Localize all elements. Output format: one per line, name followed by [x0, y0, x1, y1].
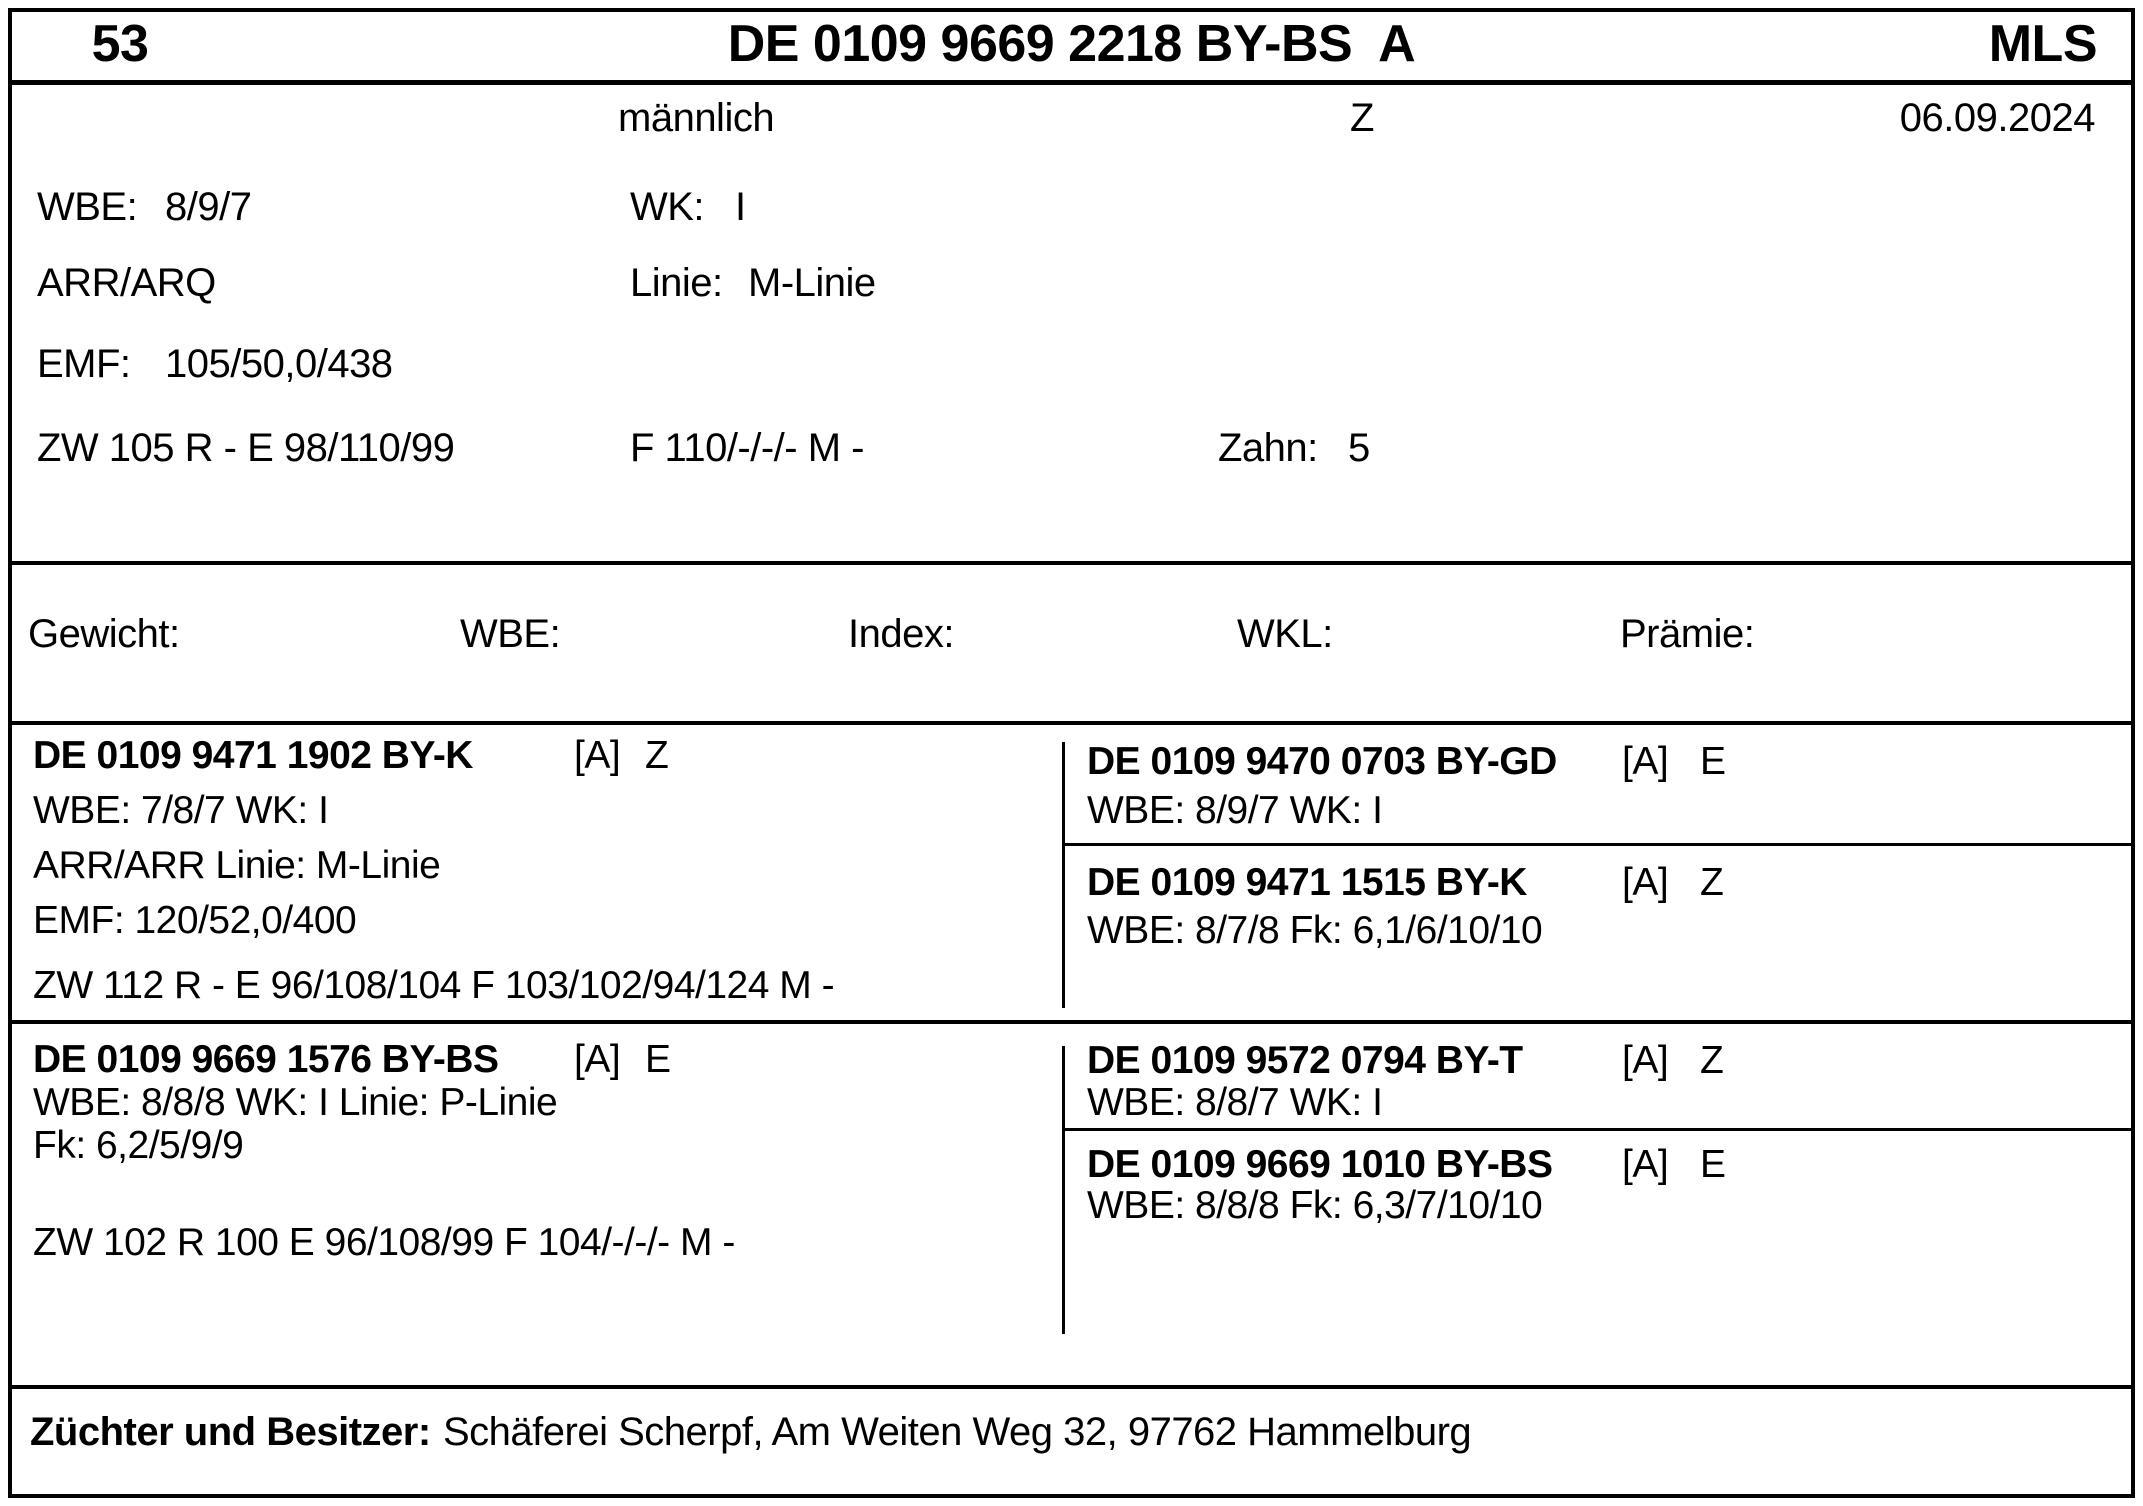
dam-dam-code: E [1700, 1143, 1726, 1186]
dam-sire-id: DE 0109 9572 0794 BY-T [1087, 1039, 1523, 1082]
zahn-label: Zahn: [1218, 426, 1318, 470]
dam-dam-line: WBE: 8/8/8 Fk: 6,3/7/10/10 [1087, 1184, 1543, 1227]
sex-value: männlich [618, 96, 775, 140]
category-value: Z [1350, 96, 1374, 140]
sire-dam-id: DE 0109 9471 1515 BY-K [1087, 861, 1527, 904]
zw-values: ZW 105 R - E 98/110/99 [37, 426, 455, 470]
sire-id: DE 0109 9471 1902 BY-K [33, 734, 473, 777]
praemie-label: Prämie: [1620, 612, 1755, 656]
sire-line: WBE: 7/8/7 WK: I [33, 789, 329, 832]
pedigree-row-divider [8, 1020, 2135, 1024]
gewicht-label: Gewicht: [28, 612, 180, 656]
dam-id: DE 0109 9669 1576 BY-BS [33, 1038, 499, 1081]
genotype-value: ARR/ARQ [37, 261, 216, 305]
linie-label: Linie: [630, 261, 723, 305]
sire-line: EMF: 120/52,0/400 [33, 899, 357, 942]
assessment-bottom-divider [8, 721, 2135, 725]
sire-dam-code: Z [1700, 861, 1724, 904]
breeder-owner-value: Schäferei Scherpf, Am Weiten Weg 32, 97762 Hammelburg [443, 1410, 1472, 1454]
wbe-label: WBE: [37, 185, 138, 229]
header-divider [8, 80, 2135, 85]
sire-line: ZW 112 R - E 96/108/104 F 103/102/94/124 M - [33, 964, 835, 1007]
dam-dam-tag: [A] [1622, 1143, 1669, 1186]
wk-label: WK: [630, 185, 705, 229]
sire-dam-tag: [A] [1622, 861, 1669, 904]
dam-parents-divider [1064, 1128, 2131, 1131]
dam-dam-id: DE 0109 9669 1010 BY-BS [1087, 1143, 1553, 1186]
sire-parents-divider [1064, 843, 2131, 846]
breed-abbr: MLS [1988, 15, 2097, 73]
dam-line: Fk: 6,2/5/9/9 [33, 1124, 244, 1167]
dam-code: E [645, 1038, 671, 1081]
linie-value: M-Linie [748, 261, 876, 305]
wbe-value: 8/9/7 [165, 185, 252, 229]
index-label: Index: [848, 612, 954, 656]
sire-dam-line: WBE: 8/7/8 Fk: 6,1/6/10/10 [1087, 909, 1543, 952]
sire-line: ARR/ARR Linie: M-Linie [33, 844, 441, 887]
dam-sire-tag: [A] [1622, 1039, 1669, 1082]
sire-sire-tag: [A] [1622, 740, 1669, 783]
sire-sire-line: WBE: 8/9/7 WK: I [1087, 789, 1383, 832]
sire-sire-id: DE 0109 9470 0703 BY-GD [1087, 740, 1557, 783]
f-values: F 110/-/-/- M - [630, 426, 864, 470]
dam-line: WBE: 8/8/8 WK: I Linie: P-Linie [33, 1081, 558, 1124]
assessment-top-divider [8, 561, 2135, 565]
emf-label: EMF: [37, 342, 131, 386]
sire-tag: [A] [574, 734, 621, 777]
assessment-wbe-label: WBE: [460, 612, 561, 656]
catalog-number: 53 [91, 15, 149, 73]
dam-tag: [A] [574, 1038, 621, 1081]
zahn-value: 5 [1348, 426, 1370, 470]
pedigree-center-divider-bottom [1062, 1046, 1065, 1334]
sire-sire-code: E [1700, 740, 1726, 783]
emf-value: 105/50,0/438 [165, 342, 393, 386]
sire-code: Z [645, 734, 669, 777]
wk-value: I [735, 185, 746, 229]
footer-divider [8, 1385, 2135, 1389]
dam-sire-code: Z [1700, 1039, 1724, 1082]
date-value: 06.09.2024 [1899, 96, 2095, 140]
animal-id-title: DE 0109 9669 2218 BY-BS A [727, 15, 1416, 73]
wkl-label: WKL: [1237, 612, 1333, 656]
breeder-owner-label: Züchter und Besitzer: [30, 1410, 431, 1454]
dam-line: ZW 102 R 100 E 96/108/99 F 104/-/-/- M - [33, 1221, 735, 1264]
dam-sire-line: WBE: 8/8/7 WK: I [1087, 1081, 1383, 1124]
pedigree-center-divider-top [1062, 742, 1065, 1008]
